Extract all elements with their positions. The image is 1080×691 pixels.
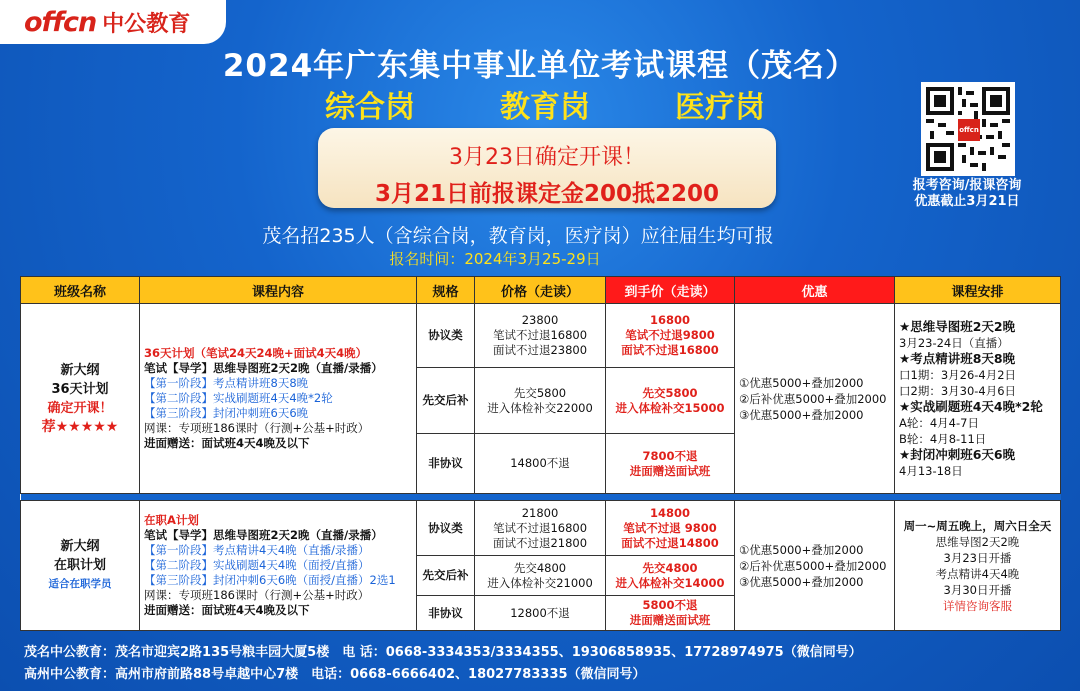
price-line: 面试不过退21800 — [492, 535, 588, 550]
course2-name-line2: 在职计划 — [53, 558, 106, 573]
course1-price-2 — [475, 368, 606, 434]
price-line: 12800不退 — [510, 605, 570, 620]
course1-content-line: 36天计划（笔试24天24晚+面试4天4晚） — [144, 346, 368, 360]
final-line: 进入体检补交15000 — [615, 400, 725, 415]
final-line: 进面赠送面试班 — [629, 613, 711, 627]
course1-name-line2: 36天计划 — [51, 381, 109, 397]
course2-content-line: 【第三阶段】封闭冲刺6天6晚（面授/直播）2选1 — [144, 573, 396, 587]
discount-line: ②后补优惠5000+叠加2000 — [739, 391, 887, 406]
recruit-info — [0, 221, 1080, 248]
course2-content-line: 在职A计划 — [144, 513, 199, 527]
course2-name — [21, 501, 140, 631]
footer-line1: 茂名中公教育：茂名市迎宾2路135号粮丰园大厦5楼 电 话：0668-3334353/3334355、19306858935、17728974975（微信同号） — [24, 645, 862, 660]
schedule-line: 周一~周五晚上，周六日全天 — [903, 518, 1052, 533]
schedule-line: 详情咨询客服 — [943, 598, 1012, 613]
price-line: 进入体检补交21000 — [487, 575, 593, 590]
course2-spec-1: 协议类 — [417, 501, 475, 556]
course1-spec-2: 先交后补 — [417, 368, 475, 434]
schedule-line: ★封闭冲刺班6天6晚 — [899, 446, 1016, 462]
course1-schedule — [895, 304, 1061, 494]
header-price: 价格（走读） — [475, 277, 606, 304]
course1-content — [140, 304, 417, 494]
post-education: 教育岗 — [500, 90, 590, 125]
final-line: 面试不过退14800 — [621, 535, 719, 550]
course1-final-3 — [606, 434, 735, 494]
final-line: 笔试不过退9800 — [625, 328, 715, 342]
schedule-line: 3月30日开播 — [943, 582, 1012, 597]
separator-cell — [21, 494, 1061, 501]
course2-discount — [735, 501, 895, 631]
course1-content-line: 网课：专项班186课时（行测+公基+时政） — [144, 421, 370, 435]
signup-time — [0, 248, 1080, 269]
qr-code[interactable] — [921, 82, 1015, 176]
schedule-line: B轮：4月8-11日 — [899, 431, 987, 446]
page-title: 2024年广东集中事业单位考试课程（茂名） — [222, 48, 858, 84]
final-line: 7800不退 — [642, 448, 698, 463]
header-schedule: 课程安排 — [895, 277, 1061, 304]
course1-content-line: 笔试【导学】思维导图班2天2晚（直播/录播） — [144, 361, 383, 375]
price-line: 23800 — [521, 313, 559, 327]
header-discount: 优惠 — [735, 277, 895, 304]
table-separator — [21, 494, 1061, 501]
course2-final-1 — [606, 501, 735, 556]
course2-content — [140, 501, 417, 631]
table-row — [21, 304, 1061, 368]
schedule-line: 口1期：3月26-4月2日 — [899, 367, 1017, 382]
discount-line: ③优惠5000+叠加2000 — [739, 574, 864, 589]
qr-mini-logo: offcn — [958, 119, 980, 141]
course1-discount — [735, 304, 895, 494]
footer-line2: 高州中公教育：高州市府前路88号卓越中心7楼 电话：0668-6666402、18027783335（微信同号） — [24, 667, 646, 682]
course2-content-line: 【第二阶段】实战刷题4天4晚（面授/直播） — [144, 558, 370, 572]
course2-name-line3: 适合在职学员 — [48, 578, 112, 590]
course1-spec-3: 非协议 — [417, 434, 475, 494]
course1-rating: 荐★★★★★ — [41, 418, 119, 435]
price-line: 14800不退 — [510, 456, 570, 470]
recruit-text: 茂名招235人（含综合岗，教育岗，医疗岗）应往届生均可报 — [262, 225, 774, 247]
table-header-row — [21, 277, 1061, 304]
promo-banner — [318, 128, 776, 208]
course1-content-line: 【第三阶段】封闭冲刺班6天6晚 — [144, 406, 309, 420]
course2-content-line: 笔试【导学】思维导图班2天2晚（直播/录播） — [144, 528, 383, 542]
final-line: 16800 — [649, 313, 690, 327]
discount-line: ③优惠5000+叠加2000 — [739, 407, 864, 422]
course1-name — [21, 304, 140, 494]
signup-text: 报名时间：2024年3月25-29日 — [389, 250, 601, 268]
course1-final-2 — [606, 368, 735, 434]
final-line: 5800不退 — [642, 598, 698, 612]
table-row — [21, 501, 1061, 556]
qr-caption — [888, 178, 1046, 210]
header-final-price: 到手价（走读） — [606, 277, 735, 304]
course1-final-1 — [606, 304, 735, 368]
course2-content-line: 进面赠送：面试班4天4晚及以下 — [144, 603, 310, 617]
price-line: 笔试不过退16800 — [492, 520, 588, 535]
promo-line1: 3月23日确定开课！ — [449, 145, 645, 170]
price-line: 进入体检补交22000 — [487, 400, 593, 415]
final-line: 先交4800 — [642, 560, 698, 575]
final-line: 先交5800 — [642, 385, 698, 400]
header-spec: 规格 — [417, 277, 475, 304]
contact-footer — [24, 642, 862, 686]
offcn-logo — [0, 0, 226, 44]
logo-brand: offcn — [24, 6, 97, 38]
course2-price-1 — [475, 501, 606, 556]
course2-content-line: 【第一阶段】考点精讲4天4晚（直播/录播） — [144, 543, 370, 557]
schedule-line: 4月13-18日 — [899, 463, 963, 478]
course2-spec-3: 非协议 — [417, 596, 475, 631]
qr-caption-line1: 报考咨询/报课咨询 — [912, 178, 1022, 193]
course2-schedule — [895, 501, 1061, 631]
post-types — [325, 82, 765, 126]
price-line: 面试不过退23800 — [492, 343, 588, 357]
schedule-line: ★考点精讲班8天8晚 — [899, 350, 1016, 366]
promo-line2: 3月21日前报课定金200抵2200 — [374, 181, 720, 207]
header-class-name: 班级名称 — [21, 277, 140, 304]
discount-line: ①优惠5000+叠加2000 — [739, 542, 864, 557]
final-line: 进面赠送面试班 — [629, 463, 711, 478]
course2-name-line1: 新大纲 — [60, 539, 100, 554]
course1-price-3 — [475, 434, 606, 494]
discount-line: ②后补优惠5000+叠加2000 — [739, 558, 887, 573]
discount-line: ①优惠5000+叠加2000 — [739, 375, 864, 390]
schedule-line: 3月23-24日（直播） — [899, 335, 1009, 350]
post-medical: 医疗岗 — [675, 90, 765, 125]
course1-price-1 — [475, 304, 606, 368]
final-line: 笔试不过退 9800 — [623, 520, 717, 535]
price-line: 笔试不过退16800 — [492, 328, 588, 342]
price-line: 先交5800 — [513, 385, 567, 400]
price-line: 21800 — [521, 505, 559, 520]
final-line: 14800 — [649, 505, 690, 520]
course1-content-line: 【第二阶段】实战刷题班4天4晚*2轮 — [144, 391, 333, 405]
qr-caption-line2: 优惠截止3月21日 — [914, 194, 1020, 209]
course2-final-3 — [606, 596, 735, 631]
course1-content-line: 【第一阶段】考点精讲班8天8晚 — [144, 376, 309, 390]
price-line: 先交4800 — [513, 560, 567, 575]
course1-name-line3: 确定开课！ — [47, 400, 113, 416]
schedule-line: 口2期：3月30-4月6日 — [899, 383, 1017, 398]
schedule-line: 3月23日开播 — [943, 550, 1012, 565]
schedule-line: 考点精讲4天4晚 — [935, 566, 1020, 581]
course-table — [20, 276, 1061, 631]
course2-final-2 — [606, 556, 735, 596]
course2-spec-2: 先交后补 — [417, 556, 475, 596]
post-general: 综合岗 — [325, 90, 415, 125]
schedule-line: A轮：4月4-7日 — [899, 415, 979, 430]
schedule-line: ★思维导图班2天2晚 — [899, 318, 1016, 334]
logo-name: 中公教育 — [102, 11, 191, 37]
final-line: 进入体检补交14000 — [615, 575, 725, 590]
course1-content-line: 进面赠送：面试班4天4晚及以下 — [144, 436, 310, 450]
final-line: 面试不过退16800 — [621, 343, 719, 357]
schedule-line: ★实战刷题班4天4晚*2轮 — [899, 398, 1043, 414]
course2-price-3 — [475, 596, 606, 631]
course1-name-line1: 新大纲 — [60, 362, 100, 378]
course2-content-line: 网课：专项班186课时（行测+公基+时政） — [144, 588, 370, 602]
schedule-line: 思维导图2天2晚 — [935, 534, 1020, 549]
course1-spec-1: 协议类 — [417, 304, 475, 368]
header-content: 课程内容 — [140, 277, 417, 304]
course2-price-2 — [475, 556, 606, 596]
